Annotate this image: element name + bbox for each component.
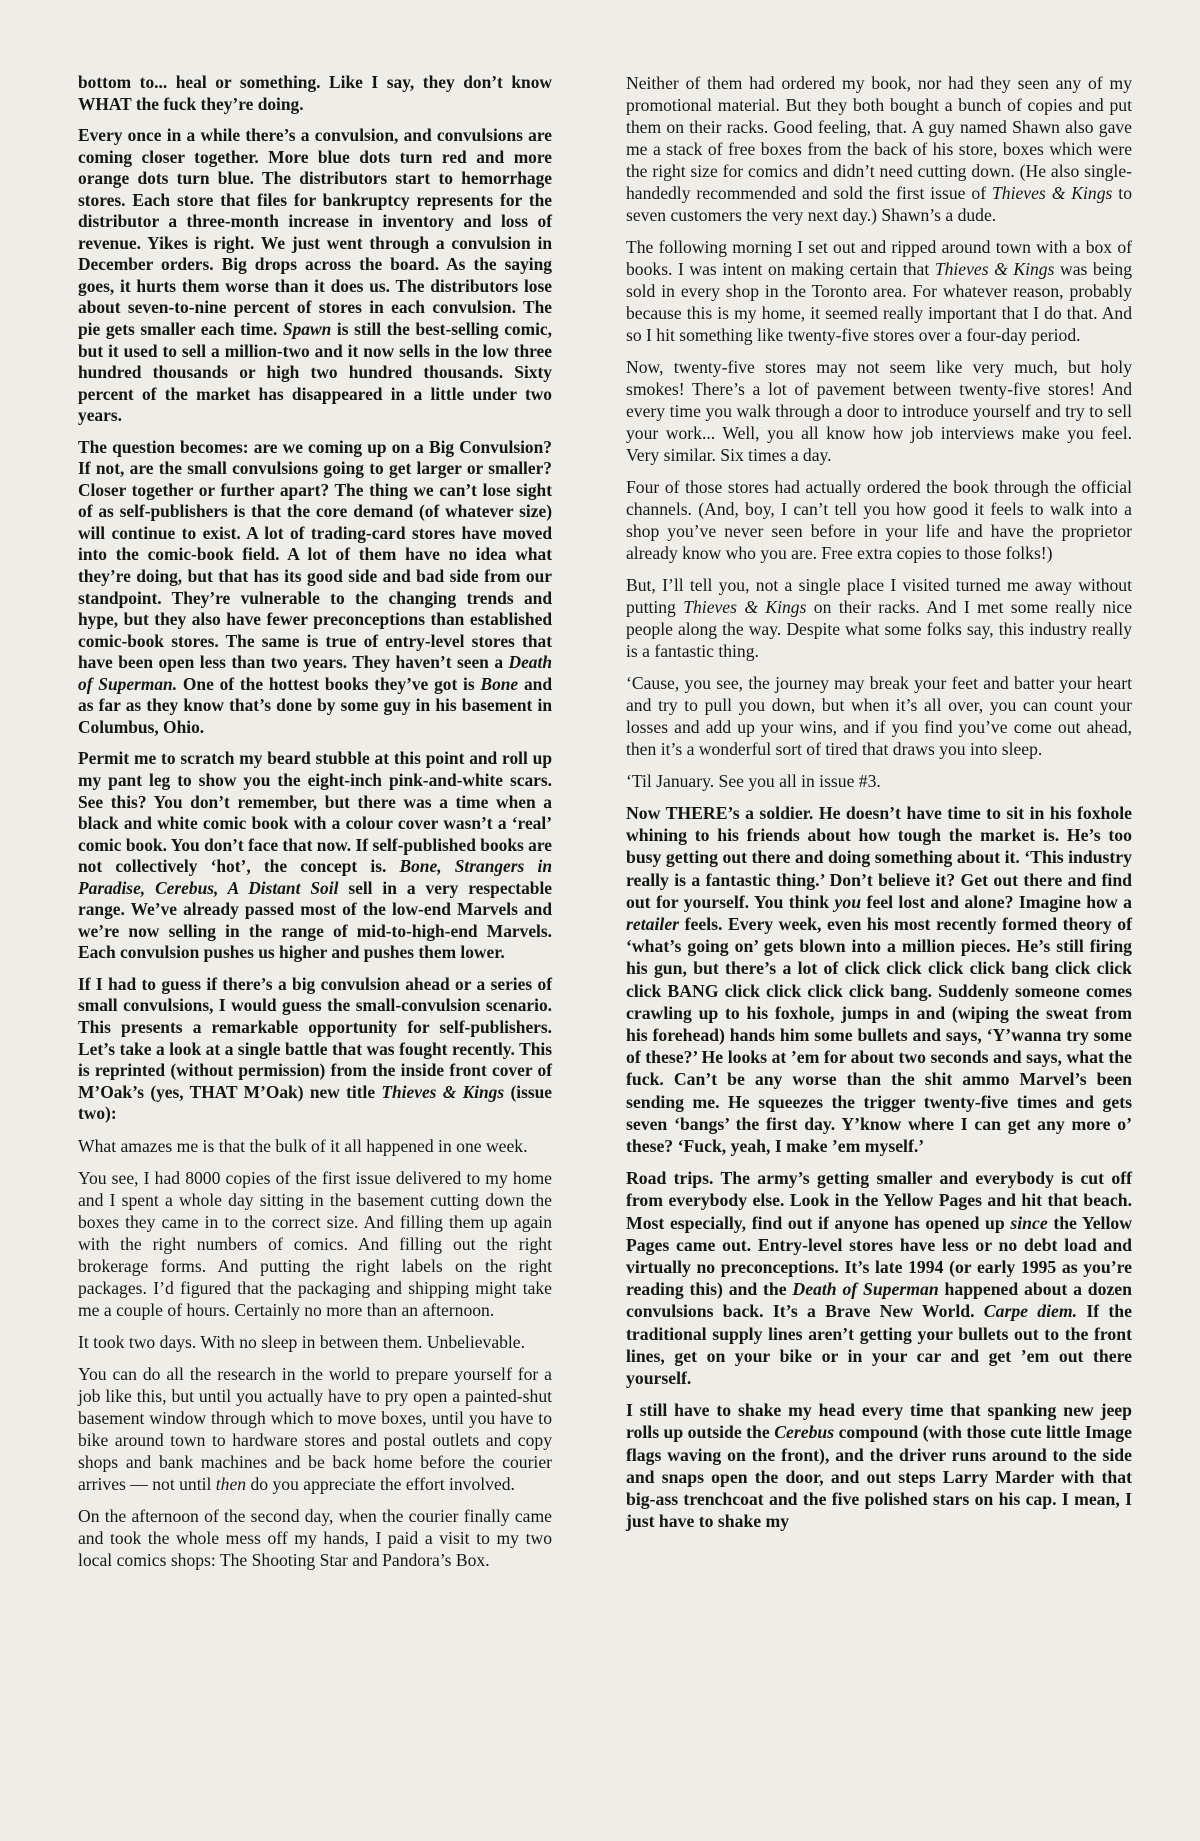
paragraph: Four of those stores had actually ordered the book through the official channels. (And, boy, I can’t tell you how good it feels to walk into a shop you’ve never seen before in your life and have the proprietor already know who you are. Free extra copies to those folks!): [626, 477, 1132, 563]
paragraph: ‘Til January. See you all in issue #3.: [626, 771, 881, 791]
paragraph: On the afternoon of the second day, when the courier finally came and took the whole mess off my hands, I paid a visit to my two local comics shops: The Shooting Star and Pandora’s Box.: [78, 1505, 552, 1570]
paragraph: You see, I had 8000 copies of the first issue delivered to my home and I spent a whole day sitting in the basement cutting down the boxes they came in to the correct size. And filling them up again with the right numbers of comics. And filling out the right brokerage forms. And putting the right labels on the right packages. I’d figured that the packaging and shipping might take me a couple of hours. Certainly no more than an afternoon.: [78, 1167, 552, 1320]
paragraph: But, I’ll tell you, not a single place I visited turned me away without putting Thieves & Kings on their racks. And I met some really nice people along the way. Despite what some folks say, this industry really is a fantastic thing.: [626, 575, 1132, 661]
left-column: [78, 72, 552, 1581]
paragraph: I still have to shake my head every time that spanking new jeep rolls up outside the Cerebus compound (with those cute little Image flags waving on the front), and the driver runs around to the side and snaps open the door, and out steps Larry Marder with that big-ass trenchcoat and the five polished stars on his cap. I mean, I just have to shake my: [626, 1400, 1132, 1532]
paragraph: Road trips. The army’s getting smaller and everybody is cut off from everybody else. Look in the Yellow Pages and hit that beach. Most especially, find out if anyone has opened up since the Yellow Pages came out. Entry-level stores have less or no debt load and virtually no preconceptions. It’s late 1994 (or early 1995 as you’re reading this) and the Death of Superman happened about a dozen convulsions back. It’s a Brave New World. Carpe diem. If the traditional supply lines aren’t getting your bullets out to the front lines, get on your bike or in your car and get ’em out there yourself.: [626, 1168, 1132, 1389]
paragraph: The following morning I set out and ripped around town with a box of books. I was intent on making certain that Thieves & Kings was being sold in every shop in the Toronto area. For whatever reason, probably because this is my home, it seemed really important that I do that. And so I hit something like twenty-five stores over a four-day period.: [626, 237, 1133, 345]
paragraph: You can do all the research in the world to prepare yourself for a job like this, but until you actually have to pry open a painted-shut basement window through which to move boxes, until you have to bike around town to hardware stores and postal outlets and copy shops and bank machines and be back home before the courier arrives — not until then do you appreciate the effort involved.: [78, 1363, 552, 1494]
right-column: [626, 72, 1132, 1543]
paragraph: Every once in a while there’s a convulsion, and convulsions are coming closer together. More blue dots turn red and more orange dots turn blue. The distributors start to hemorrhage stores. Each store that files for bankruptcy represents for the distributor a three-month increase in inventory and loss of revenue. Yikes is right. We just went through a convulsion in December orders. Big drops across the board. As the saying goes, it hurts them worse than it does us. The distributors lose about seven-to-nine percent of stores in each convulsion. The pie gets smaller each time. Spawn is still the best-selling comic, but it used to sell a million-two and it now sells in the low three hundred thousands or high two hundred thousands. Sixty percent of the market has disappeared in a little under two years.: [78, 125, 552, 426]
paragraph: Neither of them had ordered my book, nor had they seen any of my promotional material. But they both bought a bunch of copies and put them on their racks. Good feeling, that. A guy named Shawn also gave me a stack of free boxes from the back of his store, boxes which were the right size for comics and didn’t need cutting down. (He also single-handedly recommended and sold the first issue of Thieves & Kings to seven customers the very next day.) Shawn’s a dude.: [626, 73, 1132, 225]
paragraph: What amazes me is that the bulk of it all happened in one week.: [78, 1135, 528, 1156]
paragraph: If I had to guess if there’s a big convulsion ahead or a series of small convulsions, I would guess the small-convulsion scenario. This presents a remarkable opportunity for self-publishers. Let’s take a look at a single battle that was fought recently. This is reprinted (without permission) from the inside front cover of M’Oak’s (yes, THAT M’Oak) new title Thieves & Kings (issue two):: [78, 973, 552, 1124]
paragraph: ‘Cause, you see, the journey may break your feet and batter your heart and try to pull you down, but when it’s all over, you can count your losses and add up your wins, and if you find you’ve come out ahead, then it’s a wonderful sort of tired that draws you into sleep.: [626, 673, 1132, 759]
paragraph: bottom to... heal or something. Like I say, they don’t know WHAT the fuck they’re doing.: [78, 72, 552, 114]
paragraph: Permit me to scratch my beard stubble at this point and roll up my pant leg to show you the eight-inch pink-and-white scars. See this? You don’t remember, but there was a time when a black and white comic book with a colour cover wasn’t a ‘real’ comic book. You don’t face that now. If self-published books are not collectively ‘hot’, the concept is. Bone, Strangers in Paradise, Cerebus, A Distant Soil sell in a very respectable range. We’ve already passed most of the low-end Marvels and we’re now selling in the range of mid-to-high-end Marvels. Each convulsion pushes us higher and pushes them lower.: [78, 748, 552, 963]
paragraph: Now, twenty-five stores may not seem like very much, but holy smokes! There’s a lot of pavement between twenty-five stores! And every time you walk through a door to introduce yourself and try to sell your work... Well, you all know how job interviews make you feel. Very similar. Six times a day.: [626, 357, 1132, 465]
paragraph: Now THERE’s a soldier. He doesn’t have time to sit in his foxhole whining to his friends about how tough the market is. He’s too busy getting out there and doing something about it. ‘This industry really is a fantastic thing.’ Don’t believe it? Get out there and find out for yourself. You think you feel lost and alone? Imagine how a retailer feels. Every week, even his most recently formed theory of ‘what’s going on’ gets blown into a million pieces. He’s still firing his gun, but there’s a lot of click click click click bang click click click BANG click click click click bang. Suddenly someone comes crawling up to his foxhole, jumps in and (wiping the sweat from his forehead) hands him some bullets and says, ‘Y’wanna try some of these?’ He looks at ’em for about two seconds and says, what the fuck. Can’t be any worse than the shit ammo Marvel’s been sending me. He squeezes the trigger twenty-five times and gets seven ‘bangs’ the first day. Y’know where I can get any more o’ these? ‘Fuck, yeah, I make ’em myself.’: [626, 803, 1132, 1157]
paragraph: It took two days. With no sleep in between them. Unbelievable.: [78, 1331, 526, 1352]
paragraph: The question becomes: are we coming up on a Big Convulsion? If not, are the small convulsions going to get larger or smaller? Closer together or further apart? The thing we can’t lose sight of as self-publishers is that the core demand (of whatever size) will continue to exist. A lot of trading-card stores have moved into the comic-book field. A lot of them have no idea what they’re doing, but that has its good side and bad side from our standpoint. They’re vulnerable to the changing trends and hype, but they also have fewer preconceptions than established comic-book stores. The same is true of entry-level stores that have been open less than two years. They haven’t seen a Death of Superman. One of the hottest books they’ve got is Bone and as far as they know that’s done by some guy in his basement in Columbus, Ohio.: [78, 436, 552, 737]
